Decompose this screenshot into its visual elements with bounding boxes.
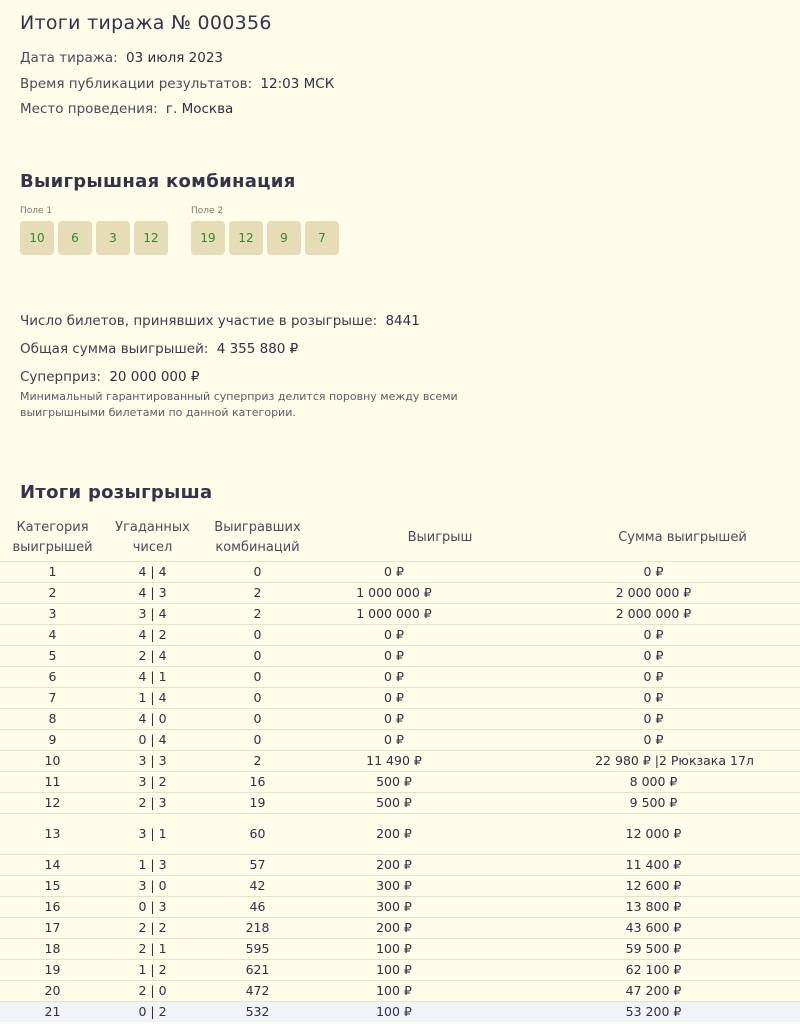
cell-sum: 12 600 ₽ — [565, 875, 800, 896]
cell-sum: 2 000 000 ₽ — [565, 582, 800, 603]
table-row — [0, 645, 800, 666]
superprize-note: Минимальный гарантированный суперприз делится поровну между всеми выигрышными билетами по данной категории. — [20, 390, 458, 419]
col-sum: Сумма выигрышей — [618, 529, 747, 545]
cell-guessed: 2 | 1 — [105, 938, 200, 959]
table-row — [0, 624, 800, 645]
cell-guessed: 3 | 1 — [105, 813, 200, 854]
table-row — [0, 854, 800, 875]
table-row — [0, 980, 800, 1001]
cell-sum: 0 ₽ — [565, 624, 800, 645]
total-value: 4 355 880 ₽ — [216, 341, 299, 357]
cell-sum: 9 500 ₽ — [565, 792, 800, 813]
cell-prize: 0 ₽ — [315, 624, 565, 645]
field1-label: Поле 1 — [20, 206, 53, 216]
cell-sum: 62 100 ₽ — [565, 959, 800, 980]
cell-prize: 300 ₽ — [315, 875, 565, 896]
cell-winners: 621 — [200, 959, 315, 980]
tickets-stat — [20, 313, 420, 329]
superprize-label: Суперприз: — [20, 369, 102, 385]
cell-category: 16 — [0, 896, 105, 917]
cell-guessed: 0 | 2 — [105, 1001, 200, 1022]
cell-winners: 532 — [200, 1001, 315, 1022]
field1-balls — [20, 221, 168, 255]
publish-time — [20, 76, 334, 92]
ball: 19 — [191, 221, 225, 255]
table-row — [0, 1001, 800, 1022]
cell-category: 8 — [0, 708, 105, 729]
cell-prize: 0 ₽ — [315, 645, 565, 666]
cell-prize: 0 ₽ — [315, 687, 565, 708]
cell-guessed: 0 | 3 — [105, 896, 200, 917]
tickets-label: Число билетов, принявших участие в розыгрыше: — [20, 313, 378, 329]
cell-prize: 100 ₽ — [315, 959, 565, 980]
cell-winners: 0 — [200, 729, 315, 750]
cell-guessed: 4 | 0 — [105, 708, 200, 729]
table-row — [0, 792, 800, 813]
table-row — [0, 561, 800, 582]
cell-prize: 0 ₽ — [315, 729, 565, 750]
cell-category: 9 — [0, 729, 105, 750]
cell-sum: 0 ₽ — [565, 708, 800, 729]
cell-winners: 2 — [200, 603, 315, 624]
table-row — [0, 708, 800, 729]
publish-time-label: Время публикации результатов: — [20, 76, 253, 92]
cell-sum: 11 400 ₽ — [565, 854, 800, 875]
table-row — [0, 875, 800, 896]
cell-sum: 0 ₽ — [565, 645, 800, 666]
cell-guessed: 4 | 4 — [105, 561, 200, 582]
cell-winners: 2 — [200, 582, 315, 603]
cell-winners: 0 — [200, 708, 315, 729]
cell-winners: 16 — [200, 771, 315, 792]
page-title: Итоги тиража № 000356 — [20, 12, 272, 34]
cell-guessed: 3 | 3 — [105, 750, 200, 771]
results-title: Итоги розыгрыша — [20, 482, 213, 503]
draw-place-value: г. Москва — [165, 101, 234, 117]
cell-winners: 0 — [200, 624, 315, 645]
cell-guessed: 1 | 4 — [105, 687, 200, 708]
cell-winners: 42 — [200, 875, 315, 896]
cell-prize: 200 ₽ — [315, 854, 565, 875]
cell-prize: 11 490 ₽ — [315, 750, 565, 771]
cell-prize: 0 ₽ — [315, 561, 565, 582]
cell-category: 12 — [0, 792, 105, 813]
cell-sum: 0 ₽ — [565, 561, 800, 582]
cell-category: 6 — [0, 666, 105, 687]
table-row — [0, 687, 800, 708]
col-guessed: Угаданных чисел — [115, 519, 190, 555]
ball: 12 — [134, 221, 168, 255]
cell-category: 21 — [0, 1001, 105, 1022]
field2-balls — [191, 221, 339, 255]
cell-guessed: 4 | 3 — [105, 582, 200, 603]
cell-guessed: 3 | 4 — [105, 603, 200, 624]
cell-winners: 46 — [200, 896, 315, 917]
cell-guessed: 3 | 0 — [105, 875, 200, 896]
cell-sum: 22 980 ₽ |2 Рюкзака 17л — [565, 750, 800, 771]
table-row — [0, 959, 800, 980]
tickets-value: 8441 — [385, 313, 420, 329]
cell-category: 1 — [0, 561, 105, 582]
field2-label: Поле 2 — [191, 206, 224, 216]
table-row — [0, 896, 800, 917]
publish-time-value: 12:03 МСК — [260, 76, 335, 92]
cell-prize: 100 ₽ — [315, 980, 565, 1001]
table-row — [0, 603, 800, 624]
table-row — [0, 771, 800, 792]
cell-guessed: 2 | 0 — [105, 980, 200, 1001]
cell-guessed: 2 | 4 — [105, 645, 200, 666]
cell-prize: 500 ₽ — [315, 792, 565, 813]
draw-date — [20, 50, 223, 66]
cell-category: 20 — [0, 980, 105, 1001]
cell-sum: 0 ₽ — [565, 666, 800, 687]
table-row — [0, 750, 800, 771]
cell-prize: 300 ₽ — [315, 896, 565, 917]
cell-winners: 19 — [200, 792, 315, 813]
cell-category: 17 — [0, 917, 105, 938]
cell-sum: 0 ₽ — [565, 729, 800, 750]
cell-winners: 2 — [200, 750, 315, 771]
combination-title: Выигрышная комбинация — [20, 171, 296, 192]
draw-date-label: Дата тиража: — [20, 50, 118, 66]
table-row — [0, 938, 800, 959]
cell-winners: 472 — [200, 980, 315, 1001]
cell-winners: 0 — [200, 687, 315, 708]
cell-guessed: 3 | 2 — [105, 771, 200, 792]
table-row — [0, 917, 800, 938]
cell-guessed: 1 | 3 — [105, 854, 200, 875]
cell-prize: 0 ₽ — [315, 708, 565, 729]
cell-sum: 2 000 000 ₽ — [565, 603, 800, 624]
cell-category: 7 — [0, 687, 105, 708]
cell-guessed: 2 | 3 — [105, 792, 200, 813]
cell-guessed: 4 | 2 — [105, 624, 200, 645]
cell-prize: 1 000 000 ₽ — [315, 603, 565, 624]
ball: 6 — [58, 221, 92, 255]
cell-winners: 0 — [200, 645, 315, 666]
ball: 3 — [96, 221, 130, 255]
cell-sum: 0 ₽ — [565, 687, 800, 708]
cell-prize: 0 ₽ — [315, 666, 565, 687]
cell-sum: 47 200 ₽ — [565, 980, 800, 1001]
cell-category: 2 — [0, 582, 105, 603]
col-prize: Выигрыш — [407, 529, 473, 545]
cell-prize: 1 000 000 ₽ — [315, 582, 565, 603]
cell-category: 18 — [0, 938, 105, 959]
ball: 10 — [20, 221, 54, 255]
draw-place — [20, 101, 233, 117]
table-row — [0, 729, 800, 750]
cell-category: 5 — [0, 645, 105, 666]
cell-winners: 595 — [200, 938, 315, 959]
results-table — [0, 515, 800, 1022]
cell-prize: 500 ₽ — [315, 771, 565, 792]
cell-winners: 0 — [200, 666, 315, 687]
cell-winners: 60 — [200, 813, 315, 854]
table-header-row — [0, 515, 800, 561]
total-label: Общая сумма выигрышей: — [20, 341, 209, 357]
cell-sum: 53 200 ₽ — [565, 1001, 800, 1022]
cell-winners: 0 — [200, 561, 315, 582]
cell-prize: 100 ₽ — [315, 938, 565, 959]
table-row — [0, 582, 800, 603]
cell-prize: 200 ₽ — [315, 813, 565, 854]
cell-prize: 100 ₽ — [315, 1001, 565, 1022]
cell-guessed: 1 | 2 — [105, 959, 200, 980]
cell-guessed: 4 | 1 — [105, 666, 200, 687]
cell-prize: 200 ₽ — [315, 917, 565, 938]
total-stat — [20, 341, 298, 357]
cell-sum: 13 800 ₽ — [565, 896, 800, 917]
table-row — [0, 813, 800, 854]
draw-date-value: 03 июля 2023 — [126, 50, 224, 66]
cell-guessed: 2 | 2 — [105, 917, 200, 938]
cell-category: 15 — [0, 875, 105, 896]
ball: 9 — [267, 221, 301, 255]
cell-category: 10 — [0, 750, 105, 771]
cell-category: 3 — [0, 603, 105, 624]
cell-sum: 8 000 ₽ — [565, 771, 800, 792]
cell-winners: 218 — [200, 917, 315, 938]
cell-sum: 59 500 ₽ — [565, 938, 800, 959]
cell-category: 14 — [0, 854, 105, 875]
table-row — [0, 666, 800, 687]
cell-sum: 12 000 ₽ — [565, 813, 800, 854]
cell-guessed: 0 | 4 — [105, 729, 200, 750]
draw-place-label: Место проведения: — [20, 101, 158, 117]
cell-category: 4 — [0, 624, 105, 645]
ball: 7 — [305, 221, 339, 255]
col-winners: Выигравших комбинаций — [214, 519, 301, 555]
cell-category: 11 — [0, 771, 105, 792]
cell-winners: 57 — [200, 854, 315, 875]
ball: 12 — [229, 221, 263, 255]
superprize-stat — [20, 369, 200, 385]
col-category: Категория выигрышей — [12, 519, 93, 555]
cell-category: 13 — [0, 813, 105, 854]
cell-sum: 43 600 ₽ — [565, 917, 800, 938]
cell-category: 19 — [0, 959, 105, 980]
superprize-value: 20 000 000 ₽ — [109, 369, 200, 385]
